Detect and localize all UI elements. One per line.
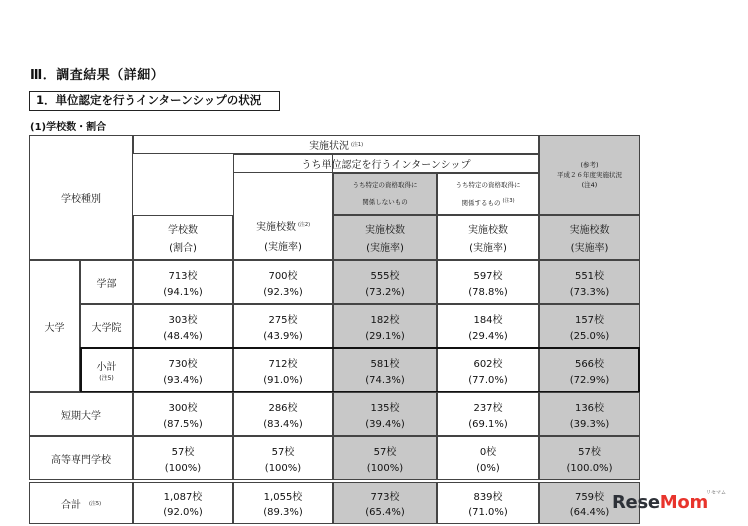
header-reference-line1: (参考) [580, 160, 599, 169]
note-4: (注4) [581, 181, 598, 190]
cell-value: 551校 [574, 270, 605, 282]
table-cell [437, 436, 539, 480]
cell-rate: (87.5%) [163, 418, 203, 430]
header-reference-line2: 平成２６年度実施状況 [557, 170, 622, 179]
col-header-c-line2: (実施率) [366, 243, 404, 255]
table-cell [333, 436, 437, 480]
section-title: Ⅲ．調査結果（詳細） [30, 68, 165, 83]
cell-rate: (91.0%) [263, 374, 303, 386]
resemom-logo [612, 492, 708, 513]
cell-rate: (0%) [476, 462, 500, 474]
cell-rate: (78.8%) [468, 286, 508, 298]
col-header-c-line1: 実施校数 [365, 224, 405, 236]
table-cell [437, 260, 539, 304]
table-cell [233, 482, 333, 524]
table-cell [233, 260, 333, 304]
col-header-schools-line1: 学校数 [168, 224, 198, 236]
cell-value: 730校 [168, 358, 198, 370]
cell-rate: (43.9%) [263, 330, 303, 342]
cell-value: 0校 [479, 446, 497, 458]
cell-rate: (39.4%) [365, 418, 405, 430]
col-header-impl-line1 [256, 218, 310, 233]
cell-rate: (65.4%) [365, 507, 405, 518]
col-header-d-line1: 実施校数 [468, 224, 508, 236]
cell-value: 597校 [473, 270, 503, 282]
subtotal-label: 小計 [96, 362, 117, 373]
col-header-d-line2: (実施率) [469, 243, 507, 255]
cell-value: 759校 [574, 492, 605, 503]
header-implementation [133, 135, 539, 154]
cell-rate: (64.4%) [569, 507, 610, 518]
cell-value: 300校 [168, 402, 198, 414]
cell-rate: (73.3%) [569, 286, 610, 298]
table-cell [233, 436, 333, 480]
header-category: 学校種別 [29, 135, 133, 260]
table-cell [133, 482, 233, 524]
table-cell [539, 260, 640, 304]
header-reference [539, 135, 640, 215]
cell-rate: (92.3%) [263, 286, 303, 298]
row-label-undergrad: 学部 [80, 260, 133, 304]
header-not-related [333, 173, 437, 215]
table-cell [437, 392, 539, 436]
table-cell [333, 482, 437, 524]
col-header-e [539, 215, 640, 260]
sub-heading: (1)学校数・割合 [30, 122, 107, 133]
table-cell [539, 436, 640, 480]
cell-rate: (29.1%) [365, 330, 405, 342]
table-cell [437, 304, 539, 348]
cell-rate: (92.0%) [163, 507, 203, 518]
cell-rate: (48.4%) [163, 330, 203, 342]
col-header-e-line1: 実施校数 [569, 224, 610, 236]
header-related-line2 [461, 198, 514, 207]
header-implementation-label: 実施状況 [308, 141, 349, 152]
note-total: (注5) [88, 500, 102, 507]
group-university: 大学 [29, 260, 80, 392]
cell-value: 184校 [473, 314, 503, 326]
table-cell [333, 392, 437, 436]
col-header-impl-text: 実施校数 [255, 222, 296, 233]
col-header-schools [133, 215, 233, 260]
logo-text-b: Mom [659, 492, 708, 513]
table-cell [539, 392, 640, 436]
cell-rate: (25.0%) [569, 330, 610, 342]
table-cell [333, 304, 437, 348]
table-cell [233, 304, 333, 348]
row-label-junior-college: 短期大学 [29, 392, 133, 436]
cell-rate: (74.3%) [365, 374, 405, 386]
table-cell [437, 482, 539, 524]
cell-rate: (77.0%) [468, 374, 508, 386]
note-5: (注5) [99, 375, 114, 382]
cell-rate: (100%) [164, 462, 202, 474]
cell-value: 773校 [370, 492, 400, 503]
cell-rate: (100%) [366, 462, 404, 474]
header-related-line1: うち特定の資格取得に [455, 181, 521, 190]
cell-value: 57校 [578, 446, 601, 458]
cell-value: 713校 [168, 270, 198, 282]
cell-rate: (69.1%) [468, 418, 508, 430]
cell-rate: (83.4%) [263, 418, 303, 430]
total-label: 合計 [60, 499, 81, 511]
table-cell [133, 260, 233, 304]
col-header-c [333, 215, 437, 260]
col-header-e-line2: (実施率) [570, 243, 609, 255]
cell-value: 700校 [268, 270, 298, 282]
cell-value: 57校 [373, 446, 397, 458]
cell-value: 581校 [370, 358, 400, 370]
cell-rate: (100.0%) [566, 462, 613, 474]
cell-value: 275校 [268, 314, 298, 326]
cell-value: 57校 [271, 446, 295, 458]
cell-value: 303校 [168, 314, 198, 326]
note-3: (注3) [502, 197, 515, 204]
cell-rate: (93.4%) [163, 374, 203, 386]
logo-text-a: Rese [612, 492, 660, 513]
cell-rate: (71.0%) [468, 507, 508, 518]
cell-value: 157校 [574, 314, 605, 326]
cell-value: 566校 [574, 358, 605, 370]
cell-rate: (39.3%) [569, 418, 610, 430]
note-2: (注2) [297, 221, 311, 228]
header-credit-internship: うち単位認定を行うインターンシップ [233, 154, 539, 173]
row-label-graduate: 大学院 [80, 304, 133, 348]
cell-value: 1,087校 [163, 492, 203, 503]
cell-value: 135校 [370, 402, 400, 414]
cell-value: 286校 [268, 402, 298, 414]
cell-value: 136校 [574, 402, 605, 414]
subtotal-highlight-border [80, 347, 640, 393]
logo-subtext: リセマム [706, 490, 726, 496]
cell-rate: (100%) [264, 462, 302, 474]
col-header-impl [233, 154, 333, 260]
cell-value: 57校 [171, 446, 195, 458]
cell-value: 555校 [370, 270, 400, 282]
col-header-impl-line2: (実施率) [264, 242, 302, 253]
header-related-text: 関係するもの [461, 198, 501, 207]
cell-value: 839校 [473, 492, 503, 503]
cell-value: 602校 [473, 358, 503, 370]
subsection-title-box: 1．単位認定を行うインターンシップの状況 [29, 91, 280, 111]
table-cell [133, 392, 233, 436]
col-header-schools-line2: (割合) [169, 243, 197, 255]
cell-rate: (94.1%) [163, 286, 203, 298]
note-1: (注1) [350, 142, 364, 148]
table-cell [333, 260, 437, 304]
table-cell [133, 304, 233, 348]
cell-value: 237校 [473, 402, 503, 414]
table-cell [133, 436, 233, 480]
header-not-related-line1: うち特定の資格取得に [352, 181, 418, 190]
cell-value: 1,055校 [263, 492, 303, 503]
header-related [437, 173, 539, 215]
cell-rate: (73.2%) [365, 286, 405, 298]
cell-rate: (89.3%) [263, 507, 303, 518]
cell-value: 712校 [268, 358, 298, 370]
row-label-total [29, 482, 133, 524]
table-cell [233, 392, 333, 436]
cell-rate: (72.9%) [569, 374, 610, 386]
table-cell [539, 304, 640, 348]
header-not-related-line2: 関係しないもの [362, 198, 408, 207]
row-label-technical-college: 高等専門学校 [29, 436, 133, 480]
cell-rate: (29.4%) [468, 330, 508, 342]
cell-value: 182校 [370, 314, 400, 326]
col-header-d [437, 215, 539, 260]
